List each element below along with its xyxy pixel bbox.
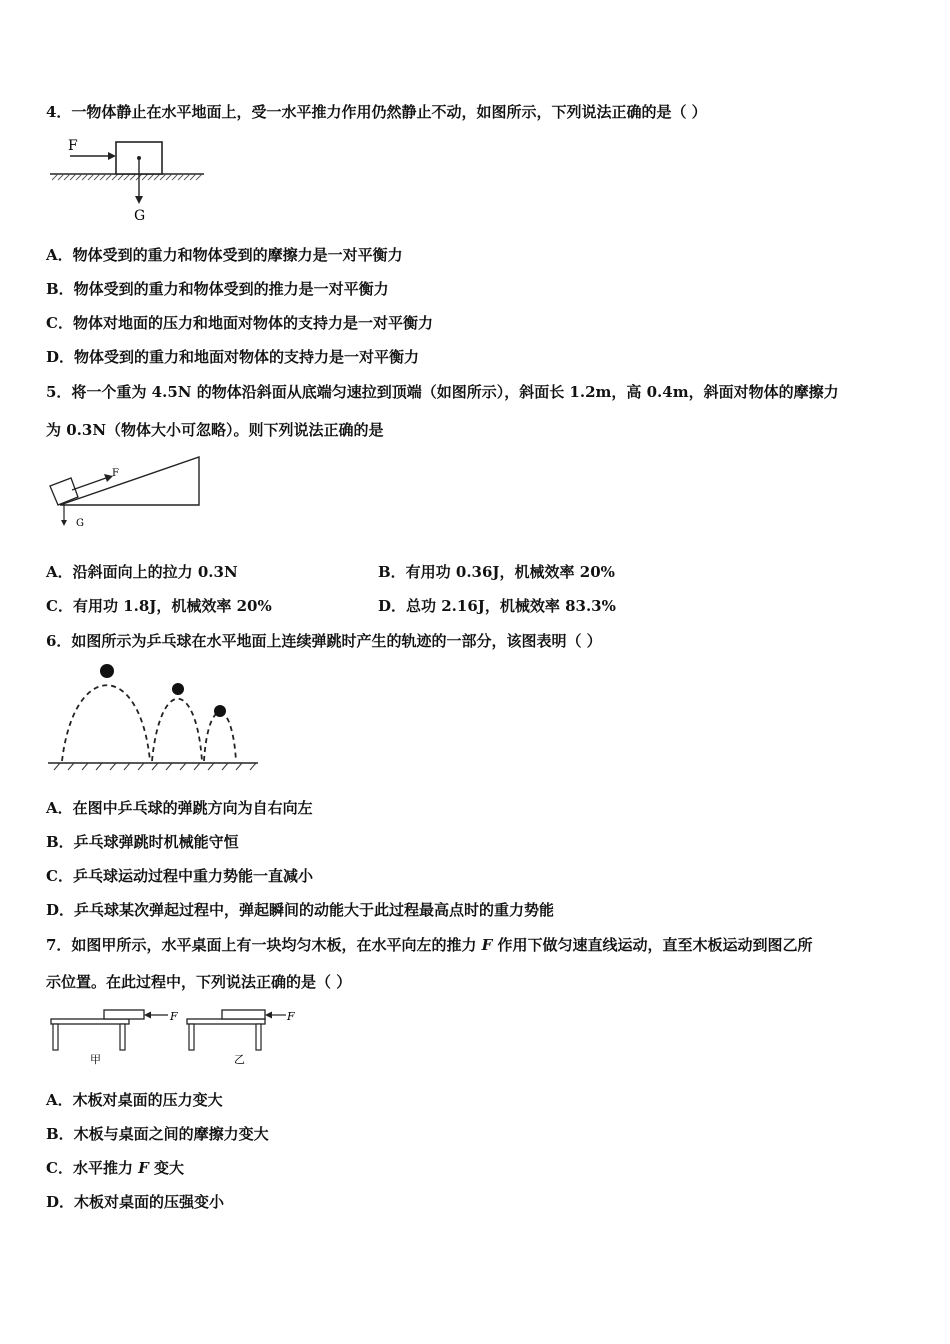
q7-label-yi: 乙 [234,1053,245,1066]
q7-option-c-force-symbol: F [138,1159,149,1177]
bounce-arc-2 [152,699,202,761]
q5-stem-line2: 为 0.3N（物体大小可忽略）。则下列说法正确的是 [46,421,384,439]
q5-figure [46,450,206,535]
q5-force-label: F [112,468,119,479]
table-yi [187,1010,295,1066]
q7-option-c [46,1158,184,1178]
incline [60,457,199,505]
q6-option-c: C．乒乓球运动过程中重力势能一直减小 [46,867,313,885]
q5-option-c: C．有用功 1.8J，机械效率 20% [46,597,272,615]
q4-gravity-label: G [134,208,146,224]
q7-option-d: D．木板对桌面的压强变小 [46,1193,225,1211]
q6-option-d: D．乒乓球某次弹起过程中，弹起瞬间的动能大于此过程最高点时的重力势能 [46,901,555,919]
ball-peak-2 [172,683,184,695]
q7-figure [46,1005,306,1071]
q5-option-b: B．有用功 0.36J，机械效率 20% [378,563,615,581]
q7-stem-line2: 示位置。在此过程中，下列说法正确的是（ ） [46,973,352,991]
q5-option-a: A．沿斜面向上的拉力 0.3N [46,563,238,581]
bounce-arc-3 [204,712,236,761]
table-jia [51,1010,178,1066]
q4-force-label: F [68,138,78,154]
ball-peak-1 [100,664,114,678]
q6-option-b: B．乒乓球弹跳时机械能守恒 [46,833,239,851]
q5-gravity-label: G [76,518,84,529]
q5-option-d: D．总功 2.16J，机械效率 83.3% [378,597,616,615]
q7-stem-line1 [46,935,813,955]
q7-option-a: A．木板对桌面的压力变大 [46,1091,223,1109]
q7-option-c-text-b: 变大 [148,1159,185,1177]
q4-stem: 4．一物体静止在水平地面上，受一水平推力作用仍然静止不动，如图所示，下列说法正确的是（ ） [46,103,707,121]
q7-force-label-jia: F [170,1010,178,1023]
q6-figure [46,660,261,772]
q7-option-b: B．木板与桌面之间的摩擦力变大 [46,1125,269,1143]
q6-option-a: A．在图中乒乓球的弹跳方向为自右向左 [46,799,313,817]
q6-stem: 6．如图所示为乒乓球在水平地面上连续弹跳时产生的轨迹的一部分，该图表明（ ） [46,632,602,650]
q7-stem-text-a: 7．如图甲所示，水平桌面上有一块均匀木板，在水平向左的推力 [46,936,482,954]
q7-stem-text-b: 作用下做匀速直线运动，直至木板运动到图乙所 [492,936,813,954]
q4-option-a: A．物体受到的重力和物体受到的摩擦力是一对平衡力 [46,246,403,264]
q5-stem-line1: 5．将一个重为 4.5N 的物体沿斜面从底端匀速拉到顶端（如图所示），斜面长 1.2m，高 0.4m，斜面对物体的摩擦力 [46,383,839,401]
q4-figure [46,132,211,227]
q7-label-jia: 甲 [90,1053,101,1066]
q4-option-d: D．物体受到的重力和地面对物体的支持力是一对平衡力 [46,348,420,366]
q7-option-c-text-a: C．水平推力 [46,1159,139,1177]
q4-option-c: C．物体对地面的压力和地面对物体的支持力是一对平衡力 [46,314,433,332]
board-yi [222,1010,265,1019]
ball-peak-3 [214,705,226,717]
q4-option-b: B．物体受到的重力和物体受到的推力是一对平衡力 [46,280,389,298]
q7-stem-force-symbol: F [481,936,493,954]
board-jia [104,1010,144,1019]
q7-force-label-yi: F [287,1010,295,1023]
bounce-arc-1 [62,685,150,761]
